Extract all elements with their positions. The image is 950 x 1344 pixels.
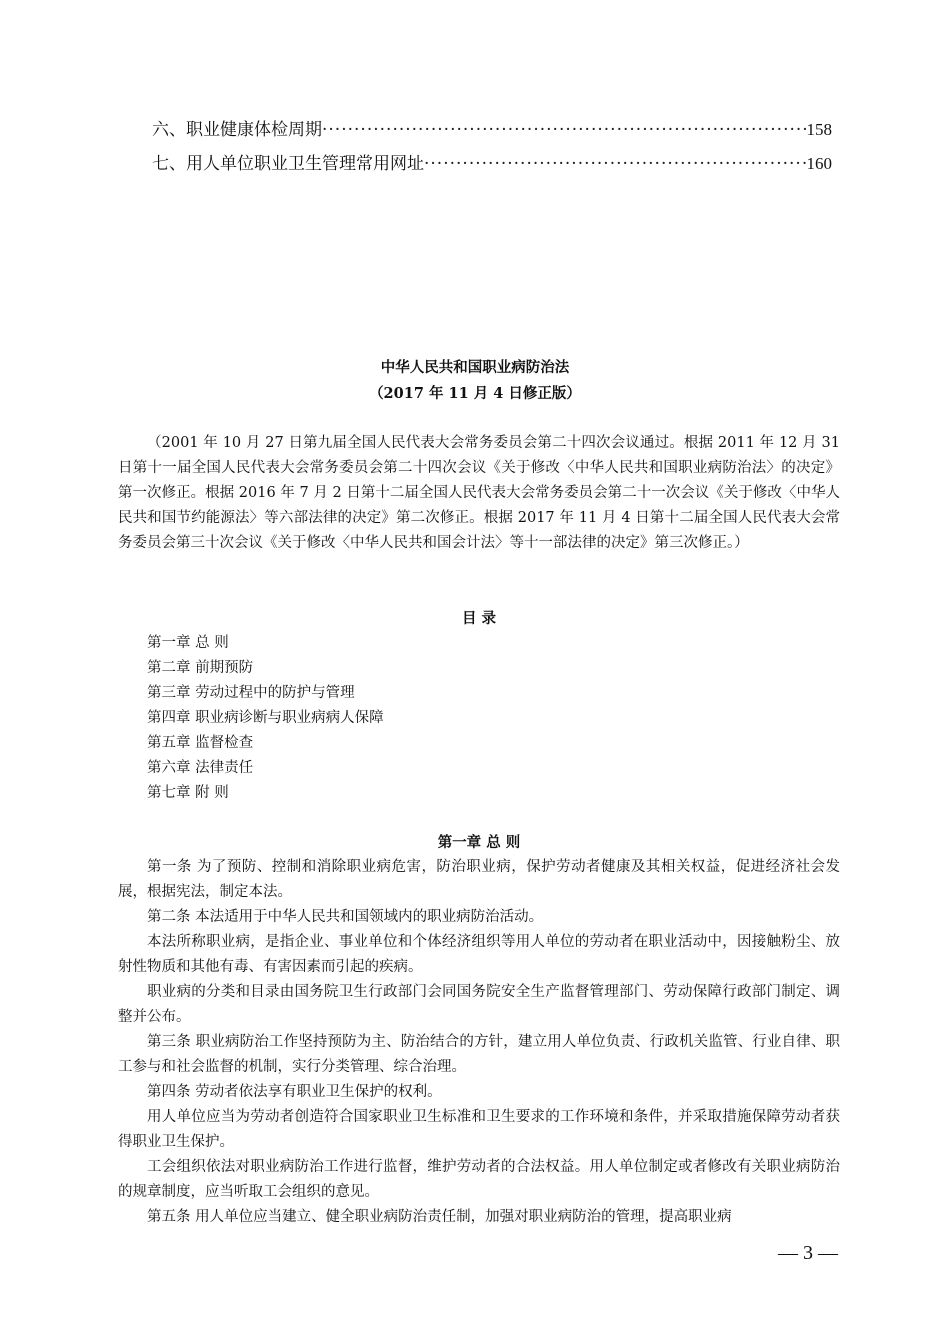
toc-line <box>152 115 832 149</box>
law-subtitle: （2017 年 11 月 4 日修正版） <box>369 385 581 402</box>
chapter-item: 第六章 法律责任 <box>147 760 254 776</box>
contents-block <box>118 606 840 806</box>
contents-heading: 目 录 <box>461 610 497 627</box>
chapter-one-block <box>118 830 840 1230</box>
law-title: 中华人民共和国职业病防治法 <box>380 359 570 376</box>
article-paragraph: 本法所称职业病，是指企业、事业单位和个体经济组织等用人单位的劳动者在职业活动中，因接触粉尘、放射性物质和其他有毒、有害因素而引起的疾病。 <box>118 934 840 975</box>
toc-page-number: 160 <box>806 154 832 173</box>
chapter-item: 第一章 总 则 <box>147 635 229 651</box>
article-paragraph: 职业病的分类和目录由国务院卫生行政部门会同国务院安全生产监督管理部门、劳动保障行政部门制定、调整并公布。 <box>118 984 840 1025</box>
article-paragraph: 第三条 职业病防治工作坚持预防为主、防治结合的方针，建立用人单位负责、行政机关监管、行业自律、职工参与和社会监督的机制，实行分类管理、综合治理。 <box>118 1034 840 1075</box>
chapter-item: 第三章 劳动过程中的防护与管理 <box>147 685 355 701</box>
chapter-item: 第七章 附 则 <box>147 785 229 801</box>
toc-line <box>152 149 832 183</box>
chapter-one-heading: 第一章 总 则 <box>437 834 521 851</box>
chapter-item: 第二章 前期预防 <box>147 660 254 676</box>
page-number: — 3 — <box>778 1242 838 1264</box>
chapter-item: 第四章 职业病诊断与职业病病人保障 <box>147 710 384 726</box>
article-paragraph: 第二条 本法适用于中华人民共和国领域内的职业病防治活动。 <box>147 909 544 925</box>
article-paragraph: 第一条 为了预防、控制和消除职业病危害，防治职业病，保护劳动者健康及其相关权益，促进经济社会发展，根据宪法，制定本法。 <box>118 859 840 900</box>
law-preamble: （2001 年 10 月 27 日第九届全国人民代表大会常务委员会第二十四次会议通过。根据 2011 年 12 月 31 日第十一届全国人民代表大会常务委员会第二十四次会议《关于修改〈中华人民共和国职业病防治法〉的决定》第一次修正。根据 2016 年 7 月 2 日第十二届全国人民代表大会常务委员会第二十一次会议《关于修改〈中华人民共和国节约能源法〉等六部法律的决定》第二次修正。根据 2017 年 11 月 4 日第十二届全国人民代表大会常务委员会第三十次会议《关于修改〈中华人民共和国会计法〉等十一部法律的决定》第三次修正。） <box>118 435 840 551</box>
toc-leader-dots <box>424 154 807 174</box>
chapter-list <box>118 631 840 806</box>
toc-page-number: 158 <box>806 120 832 139</box>
toc-label: 六、职业健康体检周期 <box>152 120 322 140</box>
article-paragraph: 用人单位应当为劳动者创造符合国家职业卫生标准和卫生要求的工作环境和条件，并采取措施保障劳动者获得职业卫生保护。 <box>118 1109 840 1150</box>
toc-leader-dots <box>322 120 807 140</box>
article-paragraph: 第四条 劳动者依法享有职业卫生保护的权利。 <box>147 1084 442 1100</box>
toc-label: 七、用人单位职业卫生管理常用网址 <box>152 154 424 174</box>
article-paragraph: 第五条 用人单位应当建立、健全职业病防治责任制，加强对职业病防治的管理，提高职业病 <box>147 1209 732 1225</box>
law-preamble-block <box>118 431 840 556</box>
chapter-item: 第五章 监督检查 <box>147 735 254 751</box>
top-toc <box>152 115 832 183</box>
article-paragraph: 工会组织依法对职业病防治工作进行监督，维护劳动者的合法权益。用人单位制定或者修改有关职业病防治的规章制度，应当听取工会组织的意见。 <box>118 1159 840 1200</box>
